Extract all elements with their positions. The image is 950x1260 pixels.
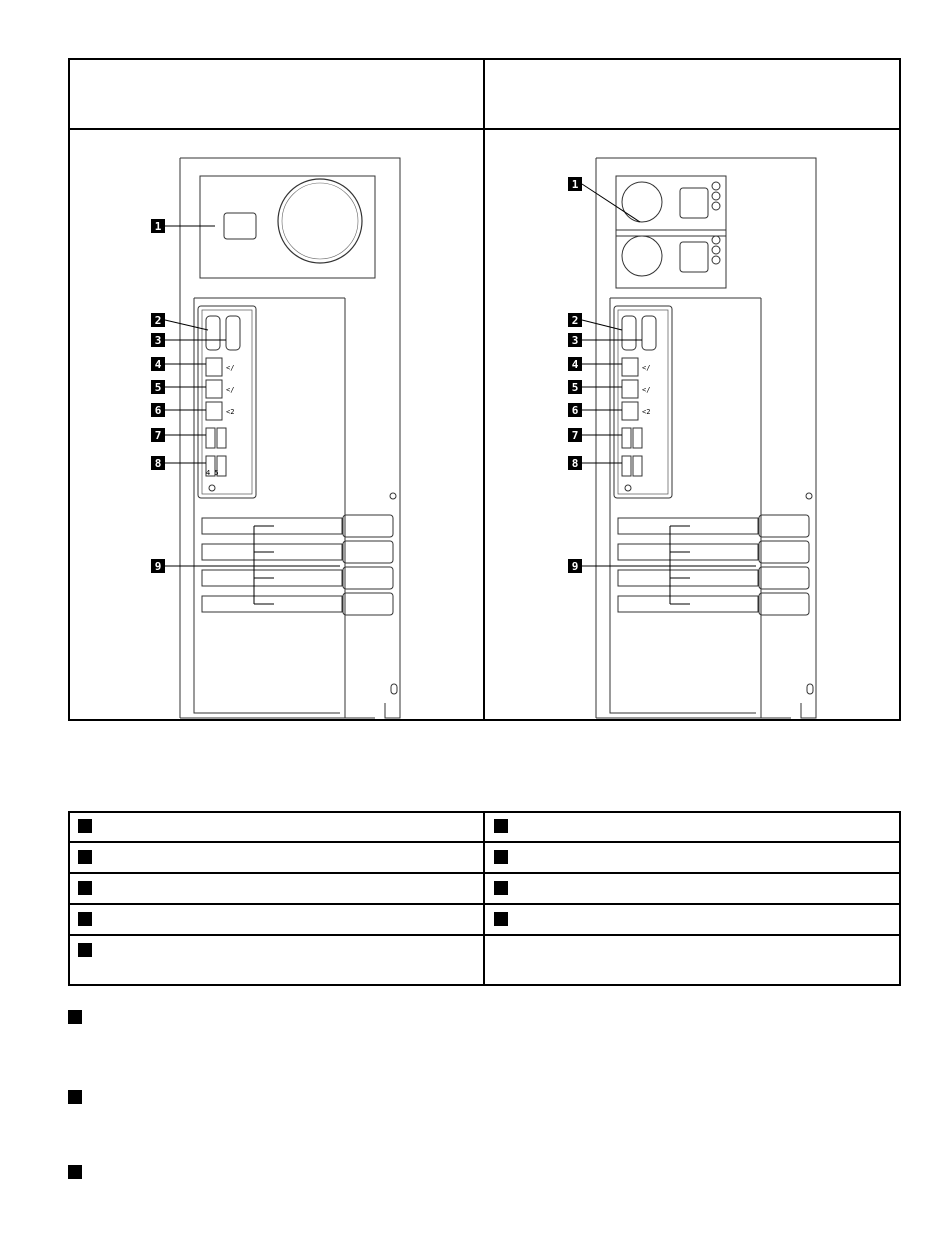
callout-label: 3	[154, 334, 162, 347]
legend-callout-marker	[494, 819, 508, 833]
legend-row-divider	[68, 872, 901, 874]
callout-leader-line	[582, 320, 622, 330]
callout-label: 4	[154, 358, 162, 371]
legend-callout-marker	[78, 943, 92, 957]
callout-label: 4	[571, 358, 579, 371]
callout-leader-line	[582, 184, 640, 222]
description-callout-marker	[68, 1010, 82, 1024]
legend-callout-marker	[78, 850, 92, 864]
callout-label: 2	[571, 314, 579, 327]
callout-label: 8	[154, 457, 162, 470]
legend-row-divider	[68, 841, 901, 843]
legend-callout-marker	[78, 881, 92, 895]
legend-callout-marker	[494, 850, 508, 864]
callout-leader-line	[165, 320, 208, 330]
callout-label: 7	[571, 429, 579, 442]
legend-column-divider	[483, 811, 485, 986]
legend-table	[68, 811, 901, 986]
legend-row-divider	[68, 934, 901, 936]
legend-row-divider	[68, 903, 901, 905]
callout-label: 1	[154, 220, 162, 233]
callout-label: 1	[571, 178, 579, 191]
callout-label: 7	[154, 429, 162, 442]
legend-callout-marker	[78, 912, 92, 926]
callout-label: 3	[571, 334, 579, 347]
callout-label: 5	[571, 381, 579, 394]
right-server-chassis	[596, 158, 816, 718]
description-callout-marker	[68, 1165, 82, 1179]
server-rear-view-illustrations: </ </ <2 4 5 123456789 123456789	[0, 0, 950, 730]
callout-label: 9	[154, 560, 162, 573]
left-server-chassis	[180, 158, 400, 718]
description-callout-marker	[68, 1090, 82, 1104]
svg-text:4 5: 4 5	[206, 469, 219, 477]
callout-label: 2	[154, 314, 162, 327]
callout-label: 9	[571, 560, 579, 573]
left-callouts	[151, 219, 340, 604]
legend-callout-marker	[494, 881, 508, 895]
callout-label: 6	[571, 404, 579, 417]
callout-label: 5	[154, 381, 162, 394]
legend-callout-marker	[494, 912, 508, 926]
callout-label: 6	[154, 404, 162, 417]
legend-callout-marker	[78, 819, 92, 833]
callout-label: 8	[571, 457, 579, 470]
